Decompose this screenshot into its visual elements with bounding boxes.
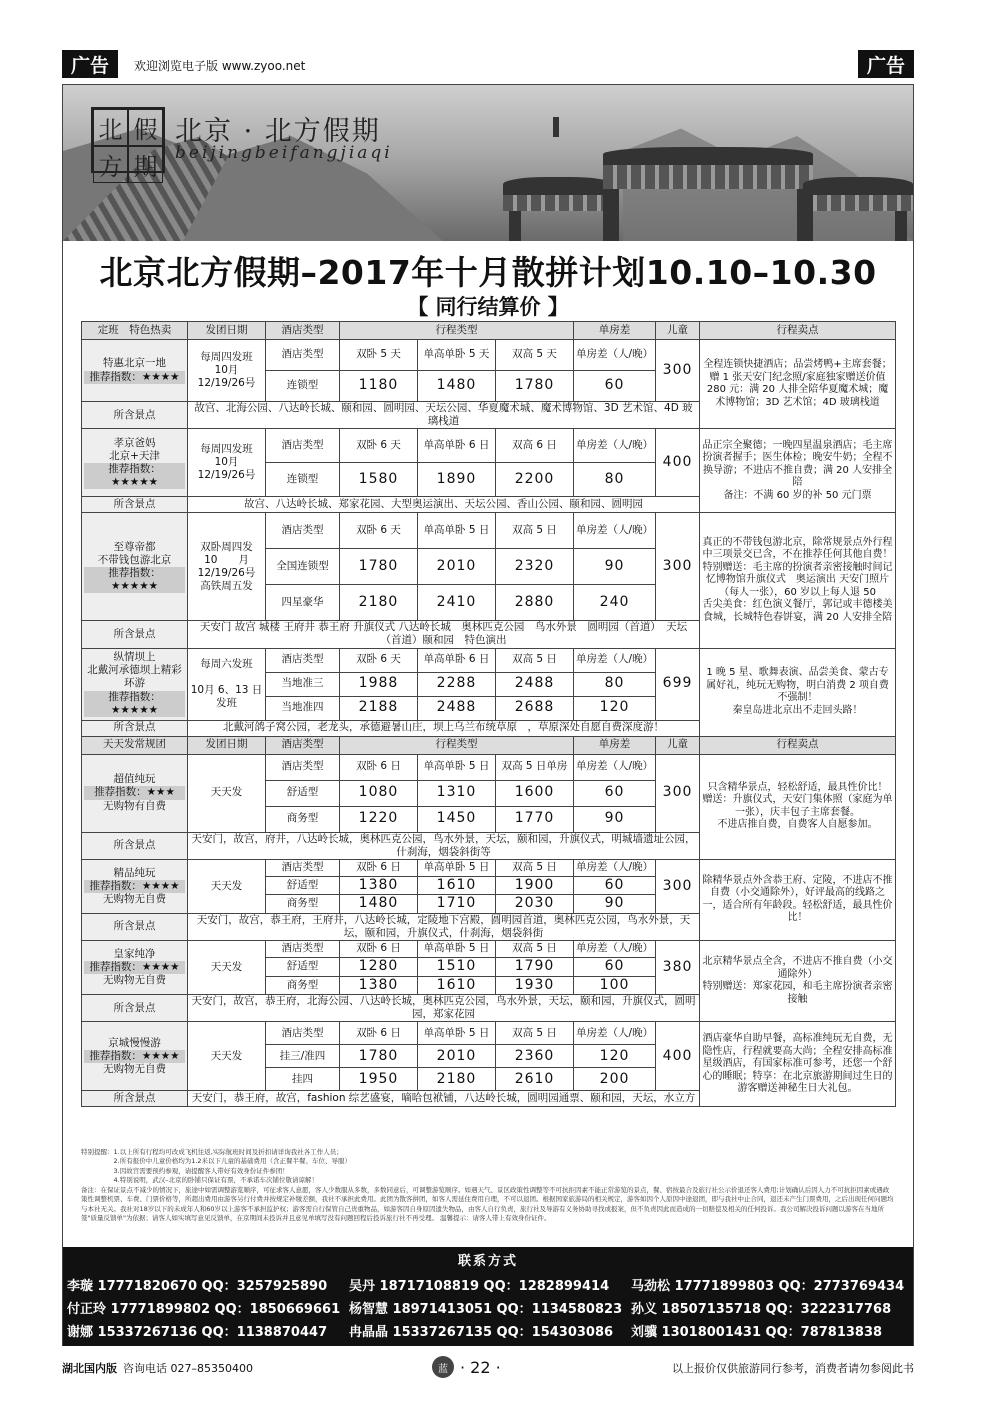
- table-row: [82, 648, 896, 672]
- price-value: 2880: [496, 585, 574, 621]
- spots-label: 所含景点: [82, 720, 188, 736]
- tour-name: 京城慢慢游: [108, 1036, 161, 1049]
- contact-panel: [63, 1247, 913, 1346]
- hotel-type: 舒适型: [266, 780, 340, 806]
- price-value: 1780: [496, 371, 574, 402]
- price-value: 1080: [340, 780, 418, 806]
- table-row: [82, 736, 896, 754]
- page-footer: [62, 1356, 914, 1380]
- departure-date: 双卧周四发 10 月 12/19/26号 高铁周五发: [188, 513, 266, 621]
- contact-row: [67, 1319, 913, 1342]
- note-line: 2.所有报价中儿童价格均为1.2米以下儿童的基础费用（含正餐半餐、车位、导服）: [81, 1157, 352, 1166]
- spots-label: 所含景点: [82, 995, 188, 1022]
- table-row: [82, 322, 896, 340]
- departure-date: 天天发: [188, 1022, 266, 1091]
- price-value: 1600: [496, 780, 574, 806]
- price-value: 2410: [418, 585, 496, 621]
- price-value: 1780: [340, 549, 418, 585]
- contact-entry: 马劲松 17771899803 QQ：2773769434: [631, 1279, 905, 1294]
- tour-product: [82, 340, 188, 402]
- price-value: 1790: [496, 958, 574, 977]
- price-value: 1780: [340, 1045, 418, 1068]
- hotel-type-label: 酒店类型: [266, 513, 340, 549]
- hotel-type-label: 酒店类型: [266, 429, 340, 463]
- spots-label: 所含景点: [82, 621, 188, 648]
- tour-product: [82, 941, 188, 995]
- trip-type-label: 双高 5 天: [496, 340, 574, 371]
- tour-product: [82, 513, 188, 621]
- tour-note: 无购物有自费: [103, 799, 166, 812]
- tour-highlights: 品正宗全聚德；一晚四星温泉酒店；毛主席扮演者握手；医生体检；晚安牛奶；全程不换导游；不进店不推自费；满 20 人安排全陪 备注：不满 60 岁的补 50 元门票: [700, 429, 896, 513]
- col-header-category: 定班 特色热卖: [82, 322, 188, 340]
- tour-price-table: [81, 321, 896, 1107]
- single-supplement-label: 单房差（人/晚）: [574, 429, 656, 463]
- hotel-type: 舒适型: [266, 876, 340, 895]
- table-row: [82, 429, 896, 463]
- price-value: 80: [574, 672, 656, 696]
- spots-list: 故宫、八达岭长城、郑家花园、大型奥运演出、天坛公园、香山公园、颐和园、圆明园: [188, 497, 700, 513]
- price-value: 1220: [340, 806, 418, 832]
- contact-entry: 杨智慧 18971413051 QQ：1134580823: [349, 1302, 623, 1317]
- tour-highlights: 1 晚 5 星、歌舞表演、品尝美食、蒙古专属好礼，纯玩无购物，明白消费 2 项自费不强制！ 秦皇岛进北京出不走回头路！: [700, 648, 896, 736]
- trip-type-label: 双卧 6 日: [340, 859, 418, 876]
- price-value: 2360: [496, 1045, 574, 1068]
- ad-label-right: 广告: [858, 50, 914, 78]
- table-row: [82, 1022, 896, 1045]
- paifang-gate-shape: [503, 125, 913, 241]
- trip-type-label: 双卧 6 日: [340, 941, 418, 958]
- col-header-single-supplement: 单房差: [574, 736, 656, 754]
- trip-type-label: 双高 6 日: [496, 429, 574, 463]
- price-value: 1770: [496, 806, 574, 832]
- brand-pinyin: beijingbeifangjiaqi: [175, 143, 393, 163]
- price-value: 1900: [496, 876, 574, 895]
- price-value: 1580: [340, 463, 418, 497]
- col-header-child: 儿童: [656, 322, 700, 340]
- rating-stars: 推荐指数：★★★★★: [84, 567, 185, 593]
- contact-entry: 谢娜 15337267136 QQ：1138870447: [67, 1325, 328, 1340]
- tour-name: 至尊帝都 不带钱包游北京: [97, 540, 172, 566]
- trip-type-label: 双卧 6 日: [340, 754, 418, 780]
- price-value: 1310: [418, 780, 496, 806]
- departure-date: 每周四发班 10月 12/19/26号: [188, 429, 266, 497]
- price-value: 1480: [340, 895, 418, 914]
- top-bar: [62, 50, 914, 80]
- notes-block: [81, 1148, 895, 1223]
- page-title: 北京北方假期–2017年十月散拼计划10.10–10.30: [99, 253, 877, 292]
- tour-highlights: 酒店豪华自助早餐，高标准纯玩无自费，无隐性店，行程就要高大尚；全程安排高标准星级酒店，有国家标准可参考，还您一个舒心的睡眠；特享：在北京旅游期间过生日的 游客赠送神秘生日大礼包。: [700, 1022, 896, 1107]
- banner-image: [63, 85, 913, 241]
- single-supplement-label: 单房差（人/晚）: [574, 513, 656, 549]
- price-value: 1450: [418, 806, 496, 832]
- tour-name: 孝京爸妈 北京+天津: [109, 436, 160, 462]
- tour-product: [82, 648, 188, 720]
- page-number-text: · 22 ·: [460, 1357, 501, 1377]
- price-value: 2200: [496, 463, 574, 497]
- child-price: 300: [656, 754, 700, 832]
- spots-list: 北戴河鸽子窝公园，老龙头，承德避暑山庄，坝上乌兰布统草原 ，草原深处自愿自费深度游！: [188, 720, 700, 736]
- child-price: 400: [656, 429, 700, 497]
- col-header-hotel: 酒店类型: [266, 736, 340, 754]
- tour-product: [82, 754, 188, 832]
- price-value: 120: [574, 1045, 656, 1068]
- spots-list: 天安门 故宫 城楼 王府井 恭王府 升旗仪式 八达岭长城 奥林匹克公园 鸟水外景 圆明园（首道） 天坛（首道）颐和园 特色演出: [188, 621, 700, 648]
- contact-entry: 付正玲 17771899802 QQ：1850669661: [67, 1302, 341, 1317]
- tour-product: [82, 1022, 188, 1091]
- price-value: 90: [574, 895, 656, 914]
- price-value: 2010: [418, 1045, 496, 1068]
- hotel-type-label: 酒店类型: [266, 648, 340, 672]
- hotel-type-label: 酒店类型: [266, 941, 340, 958]
- price-value: 60: [574, 958, 656, 977]
- col-header-single-supplement: 单房差: [574, 322, 656, 340]
- price-value: 1890: [418, 463, 496, 497]
- child-price: 300: [656, 859, 700, 913]
- price-value: 60: [574, 371, 656, 402]
- hotel-type: 商务型: [266, 976, 340, 995]
- spots-list: 天安门，故宫，恭王府，王府井，八达岭长城，定陵地下宫殿，圆明园首道，奥林匹克公园，鸟水外景，天坛，颐和园，升旗仪式，什刹海，烟袋斜街: [188, 913, 700, 940]
- rating-stars: 推荐指数：★★★★★: [84, 463, 185, 489]
- price-value: 2010: [418, 549, 496, 585]
- spots-label: 所含景点: [82, 497, 188, 513]
- hotel-type: 当地准四: [266, 696, 340, 720]
- tour-name: 精品纯玩: [113, 866, 156, 879]
- note-line: 特别提醒：1.以上所有行程均可改成飞机往返,实际航班时间及折扣请详询我社各工作人员；: [81, 1148, 343, 1156]
- price-value: 1930: [496, 976, 574, 995]
- trip-type-label: 单高单卧 5 日: [418, 1022, 496, 1045]
- footer-left: [62, 1360, 253, 1376]
- departure-date: 每周六发班 10月 6、13 日发班: [188, 648, 266, 720]
- price-value: 120: [574, 696, 656, 720]
- single-supplement-label: 单房差（人/晚）: [574, 941, 656, 958]
- child-price: 380: [656, 941, 700, 995]
- price-value: 2030: [496, 895, 574, 914]
- price-value: 2688: [496, 696, 574, 720]
- departure-date: 天天发: [188, 859, 266, 913]
- col-header-child: 儿童: [656, 736, 700, 754]
- price-value: 1610: [418, 876, 496, 895]
- child-price: 699: [656, 648, 700, 720]
- single-supplement-label: 单房差（人/晚）: [574, 340, 656, 371]
- hotel-type: 连锁型: [266, 463, 340, 497]
- tour-note: 无购物无自费: [103, 892, 166, 905]
- contact-entry: 李璇 17771820670 QQ：3257925890: [67, 1279, 328, 1294]
- price-value: 1988: [340, 672, 418, 696]
- col-header-highlights: 行程卖点: [700, 322, 896, 340]
- price-value: 2610: [496, 1068, 574, 1091]
- trip-type-label: 双卧 6 天: [340, 648, 418, 672]
- col-header-category: 天天发常规团: [82, 736, 188, 754]
- edition-label: 湖北国内版: [62, 1362, 117, 1375]
- tour-name: 皇家纯净: [113, 947, 156, 960]
- trip-type-label: 双高 5 日: [496, 513, 574, 549]
- table-row: [82, 941, 896, 958]
- price-value: 90: [574, 549, 656, 585]
- rating-stars: 推荐指数：★★★★: [84, 880, 185, 893]
- footer-disclaimer: 以上报价仅供旅游同行参考，消费者请勿参阅此书: [672, 1362, 914, 1375]
- price-value: 1950: [340, 1068, 418, 1091]
- tour-name: 纵情坝上 北戴河承德坝上精彩环游: [87, 651, 182, 690]
- trip-type-label: 双卧 6 天: [340, 429, 418, 463]
- child-price: 300: [656, 340, 700, 402]
- browse-text: 欢迎浏览电子版 www.zyoo.net: [134, 59, 306, 73]
- tour-name: 超值纯玩: [113, 773, 156, 786]
- price-value: 80: [574, 463, 656, 497]
- trip-type-label: 双高 5 日: [496, 941, 574, 958]
- trip-type-label: 单高单卧 6 日: [418, 648, 496, 672]
- price-value: 2180: [418, 1068, 496, 1091]
- price-value: 1180: [340, 371, 418, 402]
- trip-type-label: 双卧 6 日: [340, 1022, 418, 1045]
- trip-type-label: 单高单卧 5 天: [418, 340, 496, 371]
- spots-list: 天安门，故宫，恭王府，北海公园、八达岭长城，奥林匹克公园，鸟水外景，天坛，颐和园，升旗仪式，圆明园，郑家花园: [188, 995, 700, 1022]
- price-value: 1710: [418, 895, 496, 914]
- rating-stars: 推荐指数：★★★: [84, 786, 185, 799]
- trip-type-label: 单高单卧 5 日: [418, 859, 496, 876]
- contact-row: [67, 1296, 913, 1319]
- col-header-hotel: 酒店类型: [266, 322, 340, 340]
- trip-type-label: 单高单卧 5 日: [418, 513, 496, 549]
- price-value: 90: [574, 806, 656, 832]
- contact-entry: 冉晶晶 15337267135 QQ：154303086: [349, 1325, 614, 1340]
- price-value: 1280: [340, 958, 418, 977]
- table-row: [82, 513, 896, 549]
- hotel-type: 全国连锁型: [266, 549, 340, 585]
- col-header-itinerary: 行程类型: [340, 736, 574, 754]
- hotel-type: 商务型: [266, 806, 340, 832]
- tour-highlights: 除精华景点外含恭王府、定陵，不进店不推自费（小交通除外），好评最高的线路之一，适合所有年龄段。轻松舒适，最具性价比！: [700, 859, 896, 940]
- tour-product: [82, 429, 188, 497]
- page-number: [432, 1356, 501, 1378]
- price-value: 200: [574, 1068, 656, 1091]
- edition-badge-icon: 蓝: [432, 1356, 454, 1378]
- hotel-type: 舒适型: [266, 958, 340, 977]
- spots-label: 所含景点: [82, 832, 188, 859]
- rating-stars: 推荐指数：★★★★: [84, 1050, 185, 1063]
- price-value: 2320: [496, 549, 574, 585]
- trip-type-label: 单高单卧 6 日: [418, 429, 496, 463]
- hotel-type-label: 酒店类型: [266, 754, 340, 780]
- spots-label: 所含景点: [82, 402, 188, 429]
- brand-logo: 北 假 方 期: [91, 107, 165, 173]
- contact-heading: 联系方式: [457, 1254, 518, 1269]
- departure-date: 每周四发班 10月 12/19/26号: [188, 340, 266, 402]
- trip-type-label: 双卧 6 天: [340, 513, 418, 549]
- spots-label: 所含景点: [82, 913, 188, 940]
- trip-type-label: 双高 5 日: [496, 1022, 574, 1045]
- contact-entry: 吴丹 18717108819 QQ：1282899414: [349, 1279, 610, 1294]
- departure-date: 天天发: [188, 941, 266, 995]
- table-row: [82, 340, 896, 371]
- tour-note: 无购物无自费: [103, 1062, 166, 1075]
- contact-entry: 孙义 18507135718 QQ：3222317768: [631, 1302, 892, 1317]
- hotel-type: 挂三/准四: [266, 1045, 340, 1068]
- page-frame: [62, 84, 914, 1346]
- single-supplement-label: 单房差（人/晚）: [574, 1022, 656, 1045]
- note-line: 备注：在保证景点不减少的情况下，旅途中如需调整游览顺序，可征求客人意愿，客人少数服从多数，多数同意后，可调整游览顺序。如遇天气、景区政策性调整等不可抗拒因素不能正常游览的景点，餐、宿按最合及旅行社公示价退还客人费用;计划确认后因人力不可抗拒因素或遇政策性调整机票、车费、门票价格等，所超出费用由游客另行付费并按规定补缴差额，我社不承担此费用。此团为散客拼团，如客人需延住费用自理，不可以退团。根据国家旅游局的相关规定，游客如因个人原因中途退团，即与我社中止合同，退还未产生门票费用，之后出现任何问题均与本社无关。我社对18岁以下的未成年人和60岁以上游客不承担监护权；游客需自行保管自己贵重物品，如游客因自身原因遗失物品，由客人自行负责，旅行社及导游有义务协助寻找或报案，但不负责因此而造成的一切赔偿及相关的任何投诉。我公司解决投诉问题以游客在当地所签"质量反馈单"为依据；请客人如实填写意见反馈单，在京期间未投诉并且意见单填写没有问题回程后投诉旅行社不再受理。 温馨提示：请客人带上有效身份证件。: [81, 1185, 894, 1222]
- col-header-highlights: 行程卖点: [700, 736, 896, 754]
- price-value: 2288: [418, 672, 496, 696]
- price-value: 2488: [496, 672, 574, 696]
- trip-type-label: 单高单卧 5 日: [418, 941, 496, 958]
- ad-label-left: 广告: [62, 50, 118, 78]
- tour-name: 特惠北京一地: [103, 357, 166, 370]
- spots-list: 天安门，恭王府，故宫，fashion 综艺盛宴，嘀哈包袱铺，八达岭长城，圆明园通票、颐和园，天坛，水立方: [188, 1091, 700, 1107]
- single-supplement-label: 单房差（人/晚）: [574, 859, 656, 876]
- contact-row: [67, 1273, 913, 1296]
- price-value: 2188: [340, 696, 418, 720]
- hotel-type: 商务型: [266, 895, 340, 914]
- tour-highlights: 全程连锁快捷酒店；品尝烤鸭+主席套餐；赠 1 张天安门纪念照/家庭独家赠送价值 280 元：满 20 人排全陪华夏魔术城；魔术博物馆；3D 艺术馆；4D 玻璃栈道: [700, 340, 896, 429]
- spots-label: 所含景点: [82, 1091, 188, 1107]
- rating-stars: 推荐指数：★★★★: [84, 371, 185, 384]
- trip-type-label: 双高 5 日: [496, 648, 574, 672]
- rating-stars: 推荐指数：★★★★: [84, 961, 185, 974]
- price-value: 100: [574, 976, 656, 995]
- tour-highlights: 只含精华景点，轻松舒适，最具性价比！ 赠送：升旗仪式，天安门集体照（家庭为单一张），庆丰包子主席套餐。 不进店推自费，自费客人自愿参加。: [700, 754, 896, 859]
- spots-list: 天安门，故宫，府井，八达岭长城，奥林匹克公园，鸟水外景，天坛，颐和园，升旗仪式，明城墙遗址公园，什刹海，烟袋斜街等: [188, 832, 700, 859]
- child-price: 300: [656, 513, 700, 621]
- departure-date: 天天发: [188, 754, 266, 832]
- tour-highlights: 北京精华景点全含，不进店不推自费（小交通除外） 特别赠送：郑家花园，和毛主席扮演者亲密接触: [700, 941, 896, 1022]
- price-value: 240: [574, 585, 656, 621]
- footer-phone: 咨询电话 027–85350400: [123, 1362, 253, 1375]
- tour-note: 无购物无自费: [103, 974, 166, 987]
- price-value: 1610: [418, 976, 496, 995]
- note-line: 3.因故宫需要预约参观，请提醒客人带好有效身份证件参团！: [81, 1166, 289, 1175]
- brand-name: 北京 · 北方假期: [175, 116, 381, 147]
- single-supplement-label: 单房差（人/晚）: [574, 754, 656, 780]
- price-value: 1480: [418, 371, 496, 402]
- tour-product: [82, 859, 188, 913]
- price-value: 60: [574, 780, 656, 806]
- hotel-type: 四星豪华: [266, 585, 340, 621]
- hotel-type: 挂四: [266, 1068, 340, 1091]
- note-line: 4.特别说明，武汉–北京的卧铺只保证有票，不承诺车次铺位敬请谅解！: [81, 1176, 318, 1185]
- spots-list: 故宫、北海公园、八达岭长城、颐和园、圆明园、天坛公园、华夏魔术城、魔术博物馆、3D 艺术馆、4D 玻璃栈道: [188, 402, 700, 429]
- hotel-type: 当地准三: [266, 672, 340, 696]
- price-value: 2488: [418, 696, 496, 720]
- contact-entry: 刘骥 13018001431 QQ：787813838: [631, 1325, 883, 1340]
- trip-type-label: 单高单卧 5 日: [418, 754, 496, 780]
- trip-type-label: 双高 5 日单房: [496, 754, 574, 780]
- trip-type-label: 双卧 5 天: [340, 340, 418, 371]
- price-value: 2180: [340, 585, 418, 621]
- price-value: 1510: [418, 958, 496, 977]
- hotel-type-label: 酒店类型: [266, 1022, 340, 1045]
- price-value: 1380: [340, 976, 418, 995]
- page-subtitle: 【 同行结算价 】: [407, 295, 569, 319]
- col-header-date: 发团日期: [188, 736, 266, 754]
- price-value: 1380: [340, 876, 418, 895]
- trip-type-label: 双高 5 日: [496, 859, 574, 876]
- col-header-date: 发团日期: [188, 322, 266, 340]
- hotel-type-label: 酒店类型: [266, 859, 340, 876]
- rating-stars: 推荐指数：★★★★★: [84, 691, 185, 717]
- table-row: [82, 859, 896, 876]
- single-supplement-label: 单房差（人/晚）: [574, 648, 656, 672]
- col-header-itinerary: 行程类型: [340, 322, 574, 340]
- child-price: 400: [656, 1022, 700, 1091]
- hotel-type-label: 酒店类型: [266, 340, 340, 371]
- price-value: 60: [574, 876, 656, 895]
- hotel-type: 连锁型: [266, 371, 340, 402]
- tour-highlights: 真正的不带钱包游北京，除常规景点外行程中三项景交已含，不在推荐任何其他自费！ 特别赠送：毛主席的扮演者亲密接触时间记忆博物馆升旗仪式 奥运演出 天安门照片（每人一张），60 岁以上每人退 50 舌尖美食：红色演义餐厅，郭记或丰德楼美食城，长城特色春饼宴，满 20 人安排全陪: [700, 513, 896, 648]
- contact-grid: [67, 1273, 913, 1342]
- table-row: [82, 754, 896, 780]
